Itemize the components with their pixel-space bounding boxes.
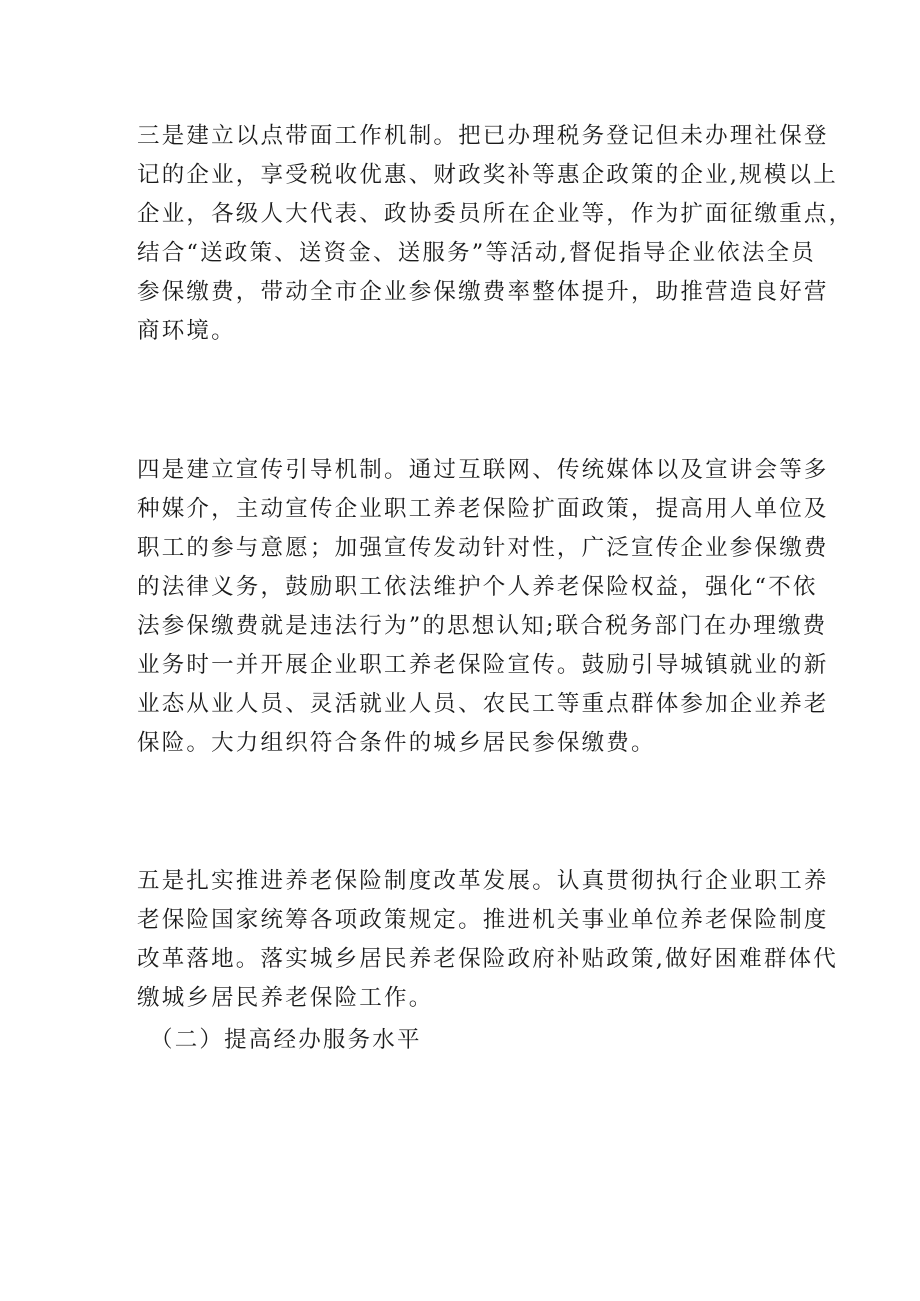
text-line: 商环境。 — [137, 318, 236, 344]
text-line: 缴城乡居民养老保险工作。 — [137, 985, 434, 1011]
text-line: 种媒介，主动宣传企业职工养老保险扩面政策，提高用人单位及 — [137, 496, 829, 522]
paragraph-4-publicity-mechanism — [137, 451, 829, 763]
text-line: 业务时一并开展企业职工养老保险宣传。鼓励引导城镇就业的新 — [137, 652, 829, 678]
text-line: 改革落地。落实城乡居民养老保险政府补贴政策,做好困难群体代 — [137, 946, 838, 972]
text-line: 结合“送政策、送资金、送服务”等活动,督促指导企业依法全员 — [137, 240, 816, 266]
text-line: 法参保缴费就是违法行为”的思想认知;联合税务部门在办理缴费 — [137, 613, 828, 639]
section-heading: （二）提高经办服务水平 — [150, 1027, 422, 1053]
text-line: 保险。大力组织符合条件的城乡居民参保缴费。 — [137, 730, 656, 756]
text-line: 四是建立宣传引导机制。通过互联网、传统媒体以及宣讲会等多 — [137, 457, 829, 483]
text-line: 企业，各级人大代表、政协委员所在企业等，作为扩面征缴重点， — [137, 201, 854, 227]
paragraph-5-pension-reform — [137, 862, 838, 1018]
text-line: 三是建立以点带面工作机制。把已办理税务登记但未办理社保登 — [137, 123, 829, 149]
text-line: 职工的参与意愿；加强宣传发动针对性，广泛宣传企业参保缴费 — [137, 535, 829, 561]
paragraph-3-build-mechanism — [137, 117, 854, 351]
text-line: 业态从业人员、灵活就业人员、农民工等重点群体参加企业养老 — [137, 691, 829, 717]
text-line: 老保险国家统筹各项政策规定。推进机关事业单位养老保险制度 — [137, 907, 829, 933]
text-line: 的法律义务，鼓励职工依法维护个人养老保险权益，强化“不依 — [137, 574, 818, 600]
text-line: 记的企业，享受税收优惠、财政奖补等惠企政策的企业,规模以上 — [137, 162, 838, 188]
text-line: 五是扎实推进养老保险制度改革发展。认真贯彻执行企业职工养 — [137, 868, 829, 894]
text-line: 参保缴费，带动全市企业参保缴费率整体提升，助推营造良好营 — [137, 279, 829, 305]
